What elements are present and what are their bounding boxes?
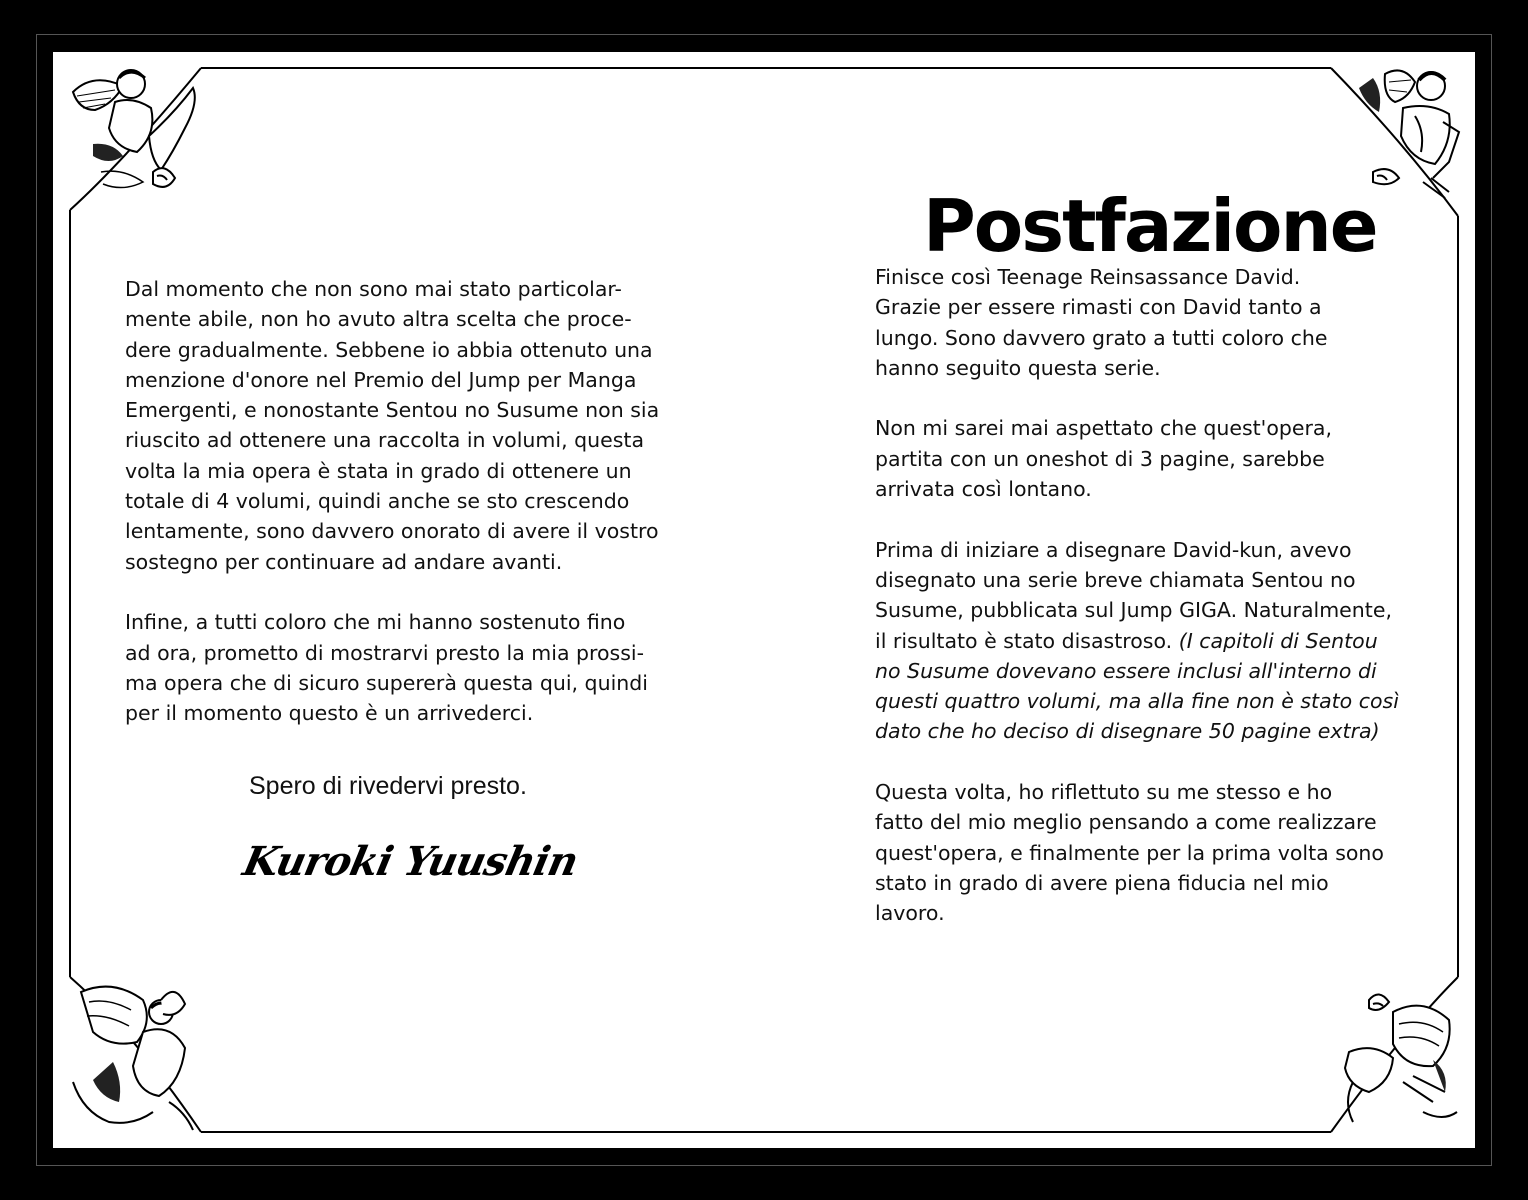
paragraph-line: Infine, a tutti coloro che mi hanno sostenuto fino	[125, 610, 626, 635]
italic-note: (I capitoli di Sentou	[1178, 628, 1378, 653]
paragraph-line: Grazie per essere rimasti con David tanto a	[875, 295, 1322, 320]
paragraph-line: lentamente, sono davvero onorato di avere il vostro	[125, 519, 659, 544]
paragraph-line: Finisce così Teenage Reinsassance David.	[875, 265, 1301, 289]
paragraph-line: lungo. Sono davvero grato a tutti coloro che	[875, 325, 1328, 350]
closing-line: Spero di rivedervi presto.	[249, 772, 527, 800]
paragraph-line: riuscito ad ottenere una raccolta in volumi, questa	[125, 428, 645, 453]
paragraph-line: Dal momento che non sono mai stato particolar-	[125, 277, 622, 301]
paragraph-line: fatto del mio meglio pensando a come realizzare	[875, 810, 1377, 835]
cherub-bottom-right-icon	[1331, 977, 1458, 1132]
italic-line: no Susume dovevano essere inclusi all'interno di	[875, 658, 1377, 683]
paragraph-line: partita con un oneshot di 3 pagine, sarebbe	[875, 446, 1325, 471]
paragraph-line: Non mi sarei mai aspettato che quest'opera,	[875, 416, 1332, 441]
paragraph-line-mixed	[875, 626, 1435, 656]
paragraph-line: ad ora, prometto di mostrarvi presto la mia prossi-	[125, 640, 645, 665]
paragraph-line: arrivata così lontano.	[875, 477, 1092, 502]
paragraph-line: quest'opera, e finalmente per la prima volta sono	[875, 840, 1384, 865]
left-column	[125, 274, 705, 728]
paragraph-line: Emergenti, e nonostante Sentou no Susume non sia	[125, 398, 660, 423]
right-column	[875, 262, 1435, 929]
page-title: Postfazione	[923, 184, 1377, 268]
plain-text: il risultato è stato disastroso.	[875, 628, 1173, 653]
italic-line: questi quattro volumi, ma alla fine non è stato così	[875, 689, 1399, 714]
cherub-top-left-icon	[70, 68, 201, 210]
paragraph-line: dere gradualmente. Sebbene io abbia ottenuto una	[125, 337, 653, 362]
author-signature: Kuroki Yuushin	[239, 838, 582, 885]
paragraph-line: volta la mia opera è stata in grado di ottenere un	[125, 458, 632, 483]
paragraph-line: sostegno per continuare ad andare avanti.	[125, 549, 563, 574]
paragraph-line: Questa volta, ho riflettuto su me stesso e ho	[875, 780, 1333, 805]
paragraph-line: disegnato una serie breve chiamata Sentou no	[875, 567, 1356, 592]
paragraph-line: lavoro.	[875, 901, 945, 926]
paragraph-line: hanno seguito questa serie.	[875, 355, 1161, 380]
paragraph-line: per il momento questo è un arrivederci.	[125, 701, 534, 726]
paragraph-line: Prima di iniziare a disegnare David-kun, avevo	[875, 537, 1352, 562]
italic-line: dato che ho deciso di disegnare 50 pagine extra)	[875, 719, 1380, 744]
paragraph-line: ma opera che di sicuro supererà questa qui, quindi	[125, 670, 648, 695]
paragraph-line: stato in grado di avere piena fiducia nel mio	[875, 870, 1329, 895]
paragraph-line: menzione d'onore nel Premio del Jump per Manga	[125, 367, 637, 392]
paragraph-line: Susume, pubblicata sul Jump GIGA. Naturalmente,	[875, 598, 1392, 623]
paragraph-line: totale di 4 volumi, quindi anche se sto crescendo	[125, 489, 630, 514]
paragraph-line: mente abile, non ho avuto altra scelta che proce-	[125, 307, 632, 332]
cherub-bottom-left-icon	[70, 977, 201, 1132]
